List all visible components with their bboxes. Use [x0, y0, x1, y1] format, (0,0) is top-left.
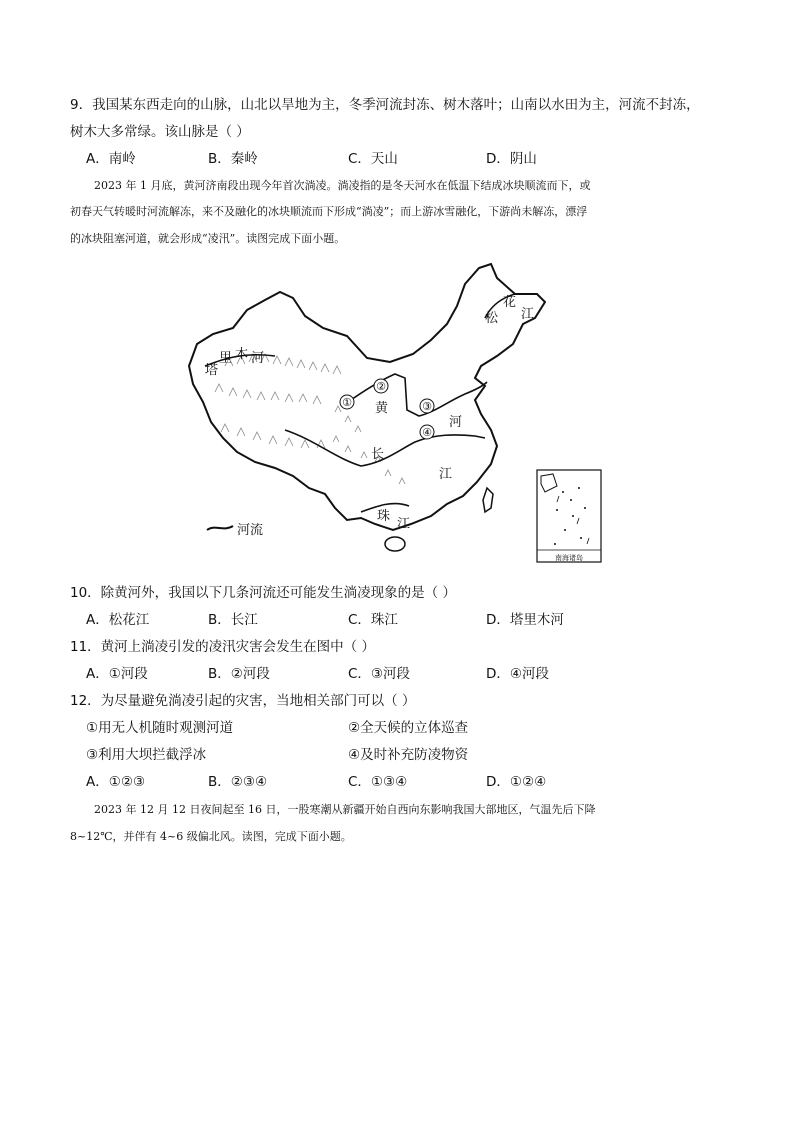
svg-text:③: ③: [422, 400, 432, 413]
legend-label: 河流: [237, 523, 264, 538]
yellow-river: [345, 374, 487, 416]
label-jiang-chang: 江: [439, 467, 453, 482]
q11-option-c: C．③河段: [348, 666, 411, 682]
q11-stem: 11．黄河上淌凌引发的凌汛灾害会发生在图中（ ）: [70, 639, 375, 655]
hainan-island: [385, 537, 405, 551]
mountain-hatching: [215, 354, 405, 484]
q9-stem-line1: 9．我国某东西走向的山脉，山北以旱地为主，冬季河流封冻、树木落叶；山南以水田为主，河流不封冻，: [70, 97, 700, 113]
q12-item-3: ③利用大坝拦截浮冰: [86, 747, 207, 763]
passage2-line2: 8~12℃，并伴有 4~6 级偏北风。读图，完成下面小题。: [70, 830, 352, 843]
passage2-line1: 2023 年 12 月 12 日夜间起至 16 日，一股寒潮从新疆开始自西向东影响我国大部地区，气温先后下降: [94, 803, 596, 816]
label-ta: 塔: [205, 363, 219, 378]
map-legend: [207, 522, 263, 538]
yangtze-river: [285, 430, 485, 466]
label-he-yellow: 河: [449, 415, 463, 430]
label-chang: 长: [371, 447, 385, 462]
label-mu: 木: [235, 347, 249, 362]
svg-text:④: ④: [422, 426, 432, 439]
q12-option-d: D．①②④: [486, 774, 547, 790]
q10-stem: 10．除黄河外，我国以下几条河流还可能发生淌凌现象的是（ ）: [70, 585, 456, 601]
section-marker-3: [420, 399, 434, 413]
q9-option-d: D．阴山: [486, 151, 537, 167]
label-song: 松: [485, 311, 499, 326]
label-he-tarim: 河: [251, 351, 265, 366]
q12-stem: 12．为尽量避免淌凌引起的灾害，当地相关部门可以（ ）: [70, 693, 416, 709]
q10-option-a: A．松花江: [86, 612, 150, 628]
label-hua: 花: [503, 295, 517, 310]
label-jiang-zhu: 江: [397, 517, 411, 532]
inset-label: 南海诸岛: [555, 554, 583, 562]
passage1-line3: 的冰块阻塞河道，就会形成“凌汛”。读图完成下面小题。: [70, 232, 346, 245]
q9-option-b: B．秦岭: [208, 151, 258, 167]
q9-stem-line2: 树木大多常绿。该山脉是（ ）: [70, 124, 250, 140]
q12-option-c: C．①③④: [348, 774, 408, 790]
q10-option-d: D．塔里木河: [486, 612, 564, 628]
label-li: 里: [219, 351, 233, 366]
south-china-sea-inset: [537, 470, 601, 562]
q11-option-d: D．④河段: [486, 666, 549, 682]
passage1-line1: 2023 年 1 月底，黄河济南段出现今年首次淌凌。淌凌指的是冬天河水在低温下结成冰块顺流而下，或: [94, 179, 591, 192]
q12-item-2: ②全天候的立体巡查: [348, 720, 469, 736]
q12-option-b: B．②③④: [208, 774, 268, 790]
label-jiang-songhua: 江: [521, 307, 535, 322]
q10-option-c: C．珠江: [348, 612, 398, 628]
q11-option-b: B．②河段: [208, 666, 270, 682]
q11-option-a: A．①河段: [86, 666, 148, 682]
section-marker-1: [340, 395, 354, 409]
china-rivers-map: [185, 262, 605, 567]
taiwan-island: [483, 488, 493, 512]
q9-option-c: C．天山: [348, 151, 398, 167]
q12-item-1: ①用无人机随时观测河道: [86, 720, 234, 736]
label-huang: 黄: [375, 401, 389, 416]
section-marker-4: [420, 425, 434, 439]
q9-option-a: A．南岭: [86, 151, 136, 167]
q12-option-a: A．①②③: [86, 774, 146, 790]
rivers: [205, 294, 515, 512]
section-marker-2: [374, 379, 388, 393]
china-outline: [189, 264, 545, 530]
q12-item-4: ④及时补充防凌物资: [348, 747, 469, 763]
svg-text:②: ②: [376, 380, 386, 393]
label-zhu: 珠: [377, 509, 391, 524]
q10-option-b: B．长江: [208, 612, 258, 628]
passage1-line2: 初春天气转暖时河流解冻，来不及融化的冰块顺流而下形成“淌凌”；而上游冰雪融化，下游尚未解冻，漂浮: [70, 205, 588, 218]
svg-text:①: ①: [342, 396, 352, 409]
